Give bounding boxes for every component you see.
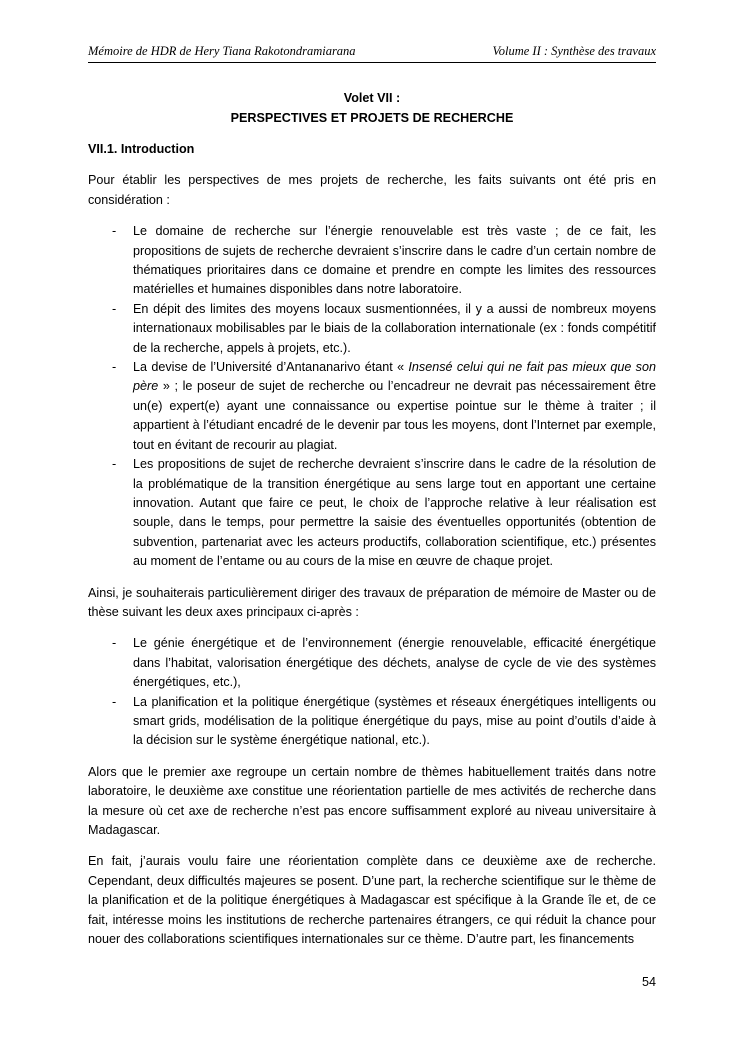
list-item: - En dépit des limites des moyens locaux susmentionnées, il y a aussi de nombreux moyens internationaux mobilisables par le biais de la collaboration internationale (ex : fonds compétitif de la recherche, appels à projets, etc.). xyxy=(88,300,656,358)
page-number: 54 xyxy=(641,975,656,989)
list-item: - Le génie énergétique et de l’environnement (énergie renouvelable, efficacité énergétique dans l’habitat, valorisation énergétique des déchets, analyse de cycle de vie des systèmes énergétiques, etc.), xyxy=(88,634,656,692)
header-author: Mémoire de HDR de Hery Tiana Rakotondramiarana xyxy=(88,44,356,58)
section-heading: VII.1. Introduction xyxy=(88,142,195,156)
intro-paragraph: Pour établir les perspectives de mes projets de recherche, les faits suivants ont été pris en considération : xyxy=(88,173,656,207)
facts-list xyxy=(88,222,656,571)
motto-quote: Insensé celui qui ne fait pas mieux que son père xyxy=(133,360,656,394)
chapter-title-line1: Volet VII : xyxy=(343,91,401,105)
list-item xyxy=(88,358,656,455)
list-item: - Le domaine de recherche sur l’énergie renouvelable est très vaste ; de ce fait, les propositions de sujets de recherche devraient s’inscrire dans le cadre d’un certain nombre de thématiques prioritaires dans ce domaine et prendre en compte les limites des ressources matérielles et humaines disponibles dans notre laboratoire. xyxy=(88,222,656,300)
axes-discussion-paragraph: Alors que le premier axe regroupe un certain nombre de thèmes habituellement traités dans notre laboratoire, le deuxième axe constitue une réorientation partielle de mes activités de recherche dans la mesure où cet axe de recherche n’est pas encore suffisamment exploré au niveau universitaire à Madagascar. xyxy=(88,764,656,837)
chapter-title-line2: PERSPECTIVES ET PROJETS DE RECHERCHE xyxy=(230,111,514,125)
axes-intro-paragraph: Ainsi, je souhaiterais particulièrement diriger des travaux de préparation de mémoire de Master ou de thèse suivant les deux axes principaux ci-après : xyxy=(88,585,656,619)
list-item: - Les propositions de sujet de recherche devraient s’inscrire dans le cadre de la résolution de la problématique de la transition énergétique au sens large tout en apportant une certaine innovation. Autant que faire ce peut, le choix de l’approche relative à leur réalisation est souple, dans le temps, pour permettre la saisie des éventuelles opportunités (obtention de subvention, partenariat avec les acteurs productifs, collaboration scientifique, etc.) présentes au moment de l’entame ou au cours de la mise en œuvre de chaque projet. xyxy=(88,455,656,571)
chapter-title xyxy=(88,88,656,128)
page-body xyxy=(88,88,656,949)
motto-lead: La devise de l’Université d’Antananarivo étant « xyxy=(133,360,409,375)
motto-tail: » ; le poseur de sujet de recherche ou l’encadreur ne devrait pas nécessairement être un(e) expert(e) ayant une connaissance ou expertise pointue sur le thème à traiter ; il appartient à l’étudiant encadré de le devenir par tous les moyens, dont l’Internet par exemple, tout en évitant de recourir au plagiat. xyxy=(133,379,656,452)
header-volume: Volume II : Synthèse des travaux xyxy=(492,44,656,58)
header-rule xyxy=(88,62,656,63)
axes-list xyxy=(88,634,656,750)
list-item: - La planification et la politique énergétique (systèmes et réseaux énergétiques intelligents ou smart grids, modélisation de la politique énergétique du pays, mise au point d’outils d’aide à la décision sur le système énergétique national, etc.). xyxy=(88,693,656,751)
reorientation-paragraph: En fait, j’aurais voulu faire une réorientation complète dans ce deuxième axe de recherche. Cependant, deux difficultés majeures se posent. D’une part, la recherche scientifique sur le thème de la planification et de la politique énergétiques à Madagascar est spécifique à la Grande île et, de ce fait, intéresse moins les institutions de recherche partenaires étrangers, ce qui réduit la chance pour nouer des collaborations scientifiques internationales sur ce thème. D’autre part, les financements xyxy=(88,854,656,947)
running-header xyxy=(88,44,656,59)
